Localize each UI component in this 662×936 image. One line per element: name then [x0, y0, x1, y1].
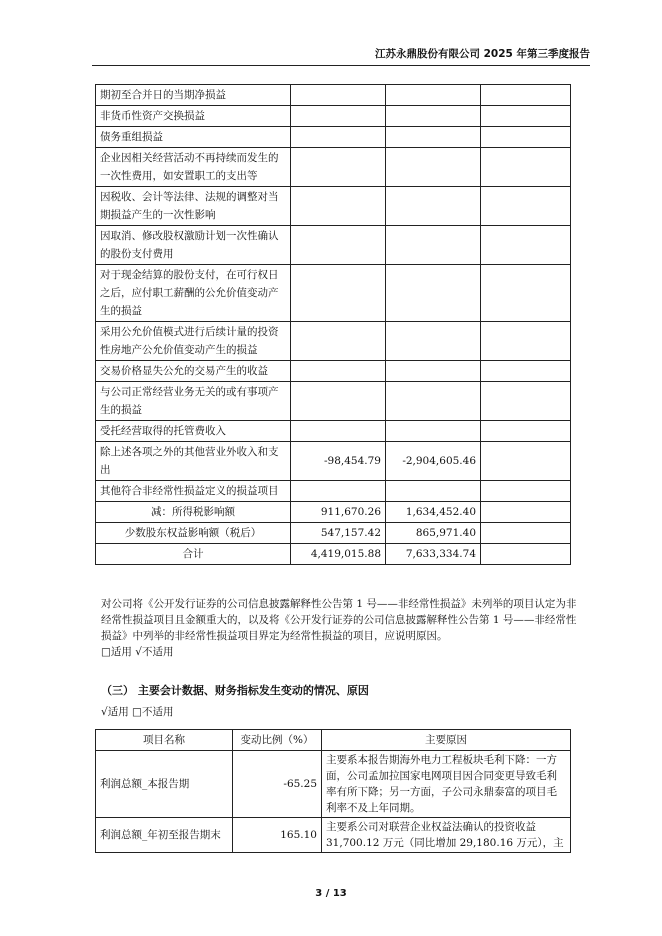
row-item-label: 合计: [96, 544, 291, 565]
row-item-label: 企业因相关经营活动不再持续而发生的一次性费用，如安置职工的支出等: [96, 148, 291, 187]
non-recurring-gains-table: [95, 84, 571, 565]
row-item-label: 因税收、会计等法律、法规的调整对当期损益产生的一次性影响: [96, 187, 291, 226]
row-value-ytd: [386, 187, 481, 226]
row-item-label: 期初至合并日的当期净损益: [96, 85, 291, 106]
row-note: [481, 226, 571, 265]
row-value-current: [291, 148, 386, 187]
row-item-label: 其他符合非经常性损益定义的损益项目: [96, 481, 291, 502]
row-value-current: [291, 106, 386, 127]
row-value-current: 547,157.42: [291, 523, 386, 544]
row-value-ytd: [386, 481, 481, 502]
table-row: [96, 442, 571, 481]
row-value-current: [291, 187, 386, 226]
report-header: 江苏永鼎股份有限公司 2025 年第三季度报告: [92, 46, 590, 66]
row-value-ytd: [386, 361, 481, 382]
table-row: [96, 265, 571, 322]
table-row: [96, 751, 571, 818]
row-note: [481, 106, 571, 127]
row-value-current: [291, 127, 386, 148]
row-value-current: [291, 226, 386, 265]
row-value-current: [291, 481, 386, 502]
table-row: [96, 818, 571, 853]
explanation-paragraph: [101, 596, 579, 660]
row-note: [481, 382, 571, 421]
row-value-current: [291, 361, 386, 382]
table-row: [96, 481, 571, 502]
row-value-ytd: [386, 148, 481, 187]
table-row: [96, 382, 571, 421]
row-item-label: 少数股东权益影响额（税后）: [96, 523, 291, 544]
row-value-ytd: [386, 226, 481, 265]
row-value-current: -98,454.79: [291, 442, 386, 481]
row-value-ytd: 865,971.40: [386, 523, 481, 544]
table-row: [96, 502, 571, 523]
row-change-ratio: 165.10: [233, 818, 322, 853]
row-main-reason: 主要系本报告期海外电力工程板块毛利下降：一方面，公司孟加拉国家电网项目因合同变更导致毛利率有所下降；另一方面，子公司永鼎泰富的项目毛利率不及上年同期。: [322, 751, 571, 818]
table-header-row: [96, 730, 571, 751]
change-reasons-table: [95, 729, 571, 853]
row-item-name: 利润总额_年初至报告期末: [96, 818, 233, 853]
row-value-current: [291, 382, 386, 421]
table-row: [96, 361, 571, 382]
row-main-reason: 主要系公司对联营企业权益法确认的投资收益31,700.12 万元（同比增加 29,180.16 万元），主: [322, 818, 571, 853]
row-note: [481, 148, 571, 187]
row-value-ytd: [386, 85, 481, 106]
table-row: [96, 523, 571, 544]
row-item-label: 因取消、修改股权激励计划一次性确认的股份支付费用: [96, 226, 291, 265]
row-item-label: 债务重组损益: [96, 127, 291, 148]
row-value-ytd: [386, 265, 481, 322]
header-main-reason: 主要原因: [322, 730, 571, 751]
row-note: [481, 442, 571, 481]
row-note: [481, 502, 571, 523]
row-item-label: 与公司正常经营业务无关的或有事项产生的损益: [96, 382, 291, 421]
row-value-ytd: 1,634,452.40: [386, 502, 481, 523]
row-value-current: 4,419,015.88: [291, 544, 386, 565]
header-change-ratio: 变动比例（%）: [233, 730, 322, 751]
row-item-label: 受托经营取得的托管费收入: [96, 421, 291, 442]
table-row: [96, 187, 571, 226]
row-note: [481, 361, 571, 382]
row-note: [481, 481, 571, 502]
row-value-ytd: [386, 382, 481, 421]
row-item-label: 交易价格显失公允的交易产生的收益: [96, 361, 291, 382]
header-item-name: 项目名称: [96, 730, 233, 751]
table-row: [96, 106, 571, 127]
row-value-ytd: [386, 322, 481, 361]
row-note: [481, 544, 571, 565]
row-item-label: 非货币性资产交换损益: [96, 106, 291, 127]
table-row: [96, 226, 571, 265]
row-note: [481, 265, 571, 322]
page-number: 3 / 13: [315, 888, 347, 899]
row-item-label: 采用公允价值模式进行后续计量的投资性房地产公允价值变动产生的损益: [96, 322, 291, 361]
row-note: [481, 421, 571, 442]
table-row: [96, 544, 571, 565]
row-note: [481, 322, 571, 361]
row-change-ratio: -65.25: [233, 751, 322, 818]
row-value-ytd: [386, 421, 481, 442]
explanation-text: 对公司将《公开发行证券的公司信息披露解释性公告第 1 号——非经常性损益》未列举的项目认定为非经常性损益项目且金额重大的，以及将《公开发行证券的公司信息披露解释性公告第 1 号——非经常性损益》中列举的非经常性损益项目界定为经常性损益的项目，应说明原因。: [101, 598, 577, 642]
table-row: [96, 148, 571, 187]
row-value-current: 911,670.26: [291, 502, 386, 523]
row-item-label: 减：所得税影响额: [96, 502, 291, 523]
table-row: [96, 127, 571, 148]
row-note: [481, 187, 571, 226]
table-row: [96, 85, 571, 106]
row-note: [481, 85, 571, 106]
section-title: （三） 主要会计数据、财务指标发生变动的情况、原因: [101, 684, 369, 697]
row-item-label: 除上述各项之外的其他营业外收入和支出: [96, 442, 291, 481]
row-item-label: 对于现金结算的股份支付，在可行权日之后，应付职工薪酬的公允价值变动产生的损益: [96, 265, 291, 322]
row-value-current: [291, 265, 386, 322]
applicability-checkbox-1: □适用 √不适用: [101, 646, 174, 658]
row-value-ytd: [386, 106, 481, 127]
row-value-current: [291, 421, 386, 442]
row-value-ytd: [386, 127, 481, 148]
applicability-checkbox-2: √适用 □不适用: [101, 706, 174, 718]
row-note: [481, 127, 571, 148]
table-row: [96, 322, 571, 361]
table-row: [96, 421, 571, 442]
row-note: [481, 523, 571, 544]
row-item-name: 利润总额_本报告期: [96, 751, 233, 818]
row-value-current: [291, 85, 386, 106]
row-value-ytd: -2,904,605.46: [386, 442, 481, 481]
row-value-ytd: 7,633,334.74: [386, 544, 481, 565]
row-value-current: [291, 322, 386, 361]
